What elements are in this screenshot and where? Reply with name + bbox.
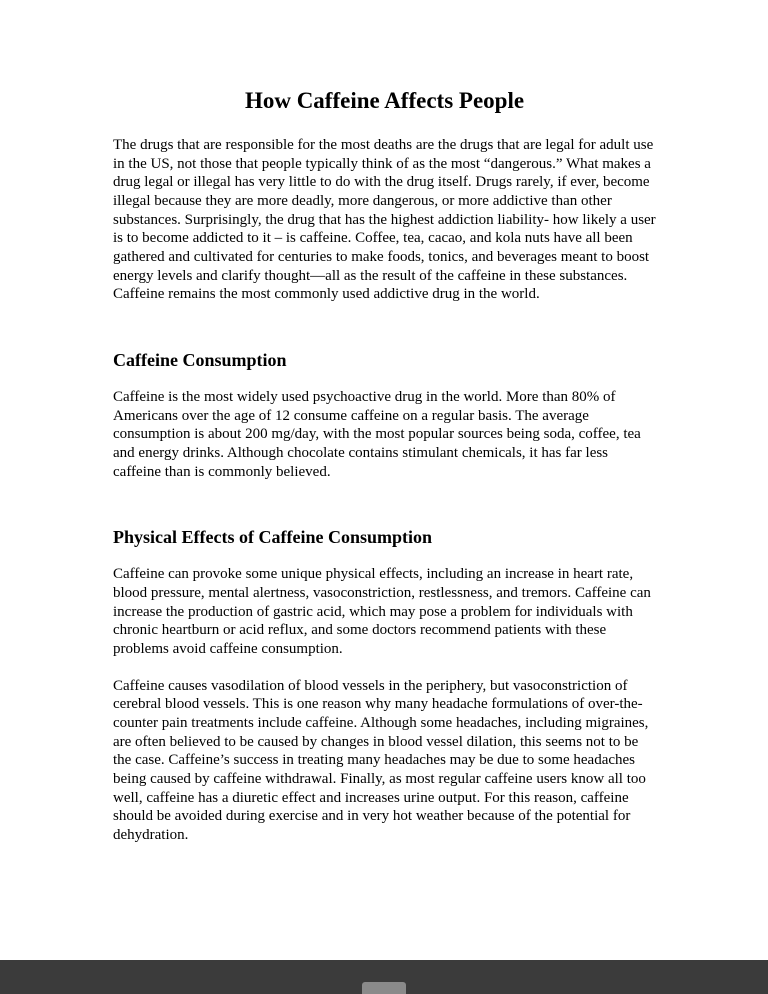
- footer-bar: [0, 960, 768, 994]
- paragraph-physical-effects-1: Caffeine can provoke some unique physical effects, including an increase in heart rate, blood pressure, mental alertness, vasoconstriction, restlessness, and tremors. Caffeine can increase the production of gastric acid, which may pose a problem for individuals with chronic heartburn or acid reflux, and some doctors recommend patients with these problems avoid caffeine consumption.: [113, 566, 651, 658]
- section-heading-caffeine-consumption: Caffeine Consumption: [113, 350, 287, 371]
- document-title: How Caffeine Affects People: [244, 88, 525, 113]
- paragraph-physical-effects-2: Caffeine causes vasodilation of blood vessels in the periphery, but vasoconstriction of cerebral blood vessels. This is one reason why many headache formulations of over-the-counter pain treatments include caffeine. Although some headaches, including migraines, are often believed to be caused by changes in blood vessel dilation, this seems not to be the case. Caffeine’s success in treating many headaches may be due to some headaches being caused by caffeine withdrawal. Finally, as most regular caffeine users know all too well, caffeine has a diuretic effect and increases urine output. For this reason, caffeine should be avoided during exercise and in very hot weather because of the potential for dehydration.: [113, 677, 649, 844]
- footer-handle[interactable]: [362, 982, 406, 994]
- paragraph-caffeine-consumption: Caffeine is the most widely used psychoactive drug in the world. More than 80% of Americans over the age of 12 consume caffeine on a regular basis. The average consumption is about 200 mg/day, with the most popular sources being soda, coffee, tea and energy drinks. Although chocolate contains stimulant chemicals, it has far less caffeine than is commonly believed.: [113, 389, 641, 480]
- intro-paragraph: The drugs that are responsible for the most deaths are the drugs that are legal for adult use in the US, not those that people typically think of as the most “dangerous.” What makes a drug legal or illegal has very little to do with the drug itself. Drugs rarely, if ever, become illegal because they are more deadly, more dangerous, or more addictive than other substances. Surprisingly, the drug that has the highest addiction liability- how likely a user is to become addicted to it – is caffeine. Coffee, tea, cacao, and kola nuts have all been gathered and cultivated for centuries to make foods, tonics, and beverages meant to boost energy levels and clarify thought—all as the result of the caffeine in these substances. Caffeine remains the most commonly used addictive drug in the world.: [113, 137, 656, 303]
- section-heading-physical-effects: Physical Effects of Caffeine Consumption: [113, 527, 432, 548]
